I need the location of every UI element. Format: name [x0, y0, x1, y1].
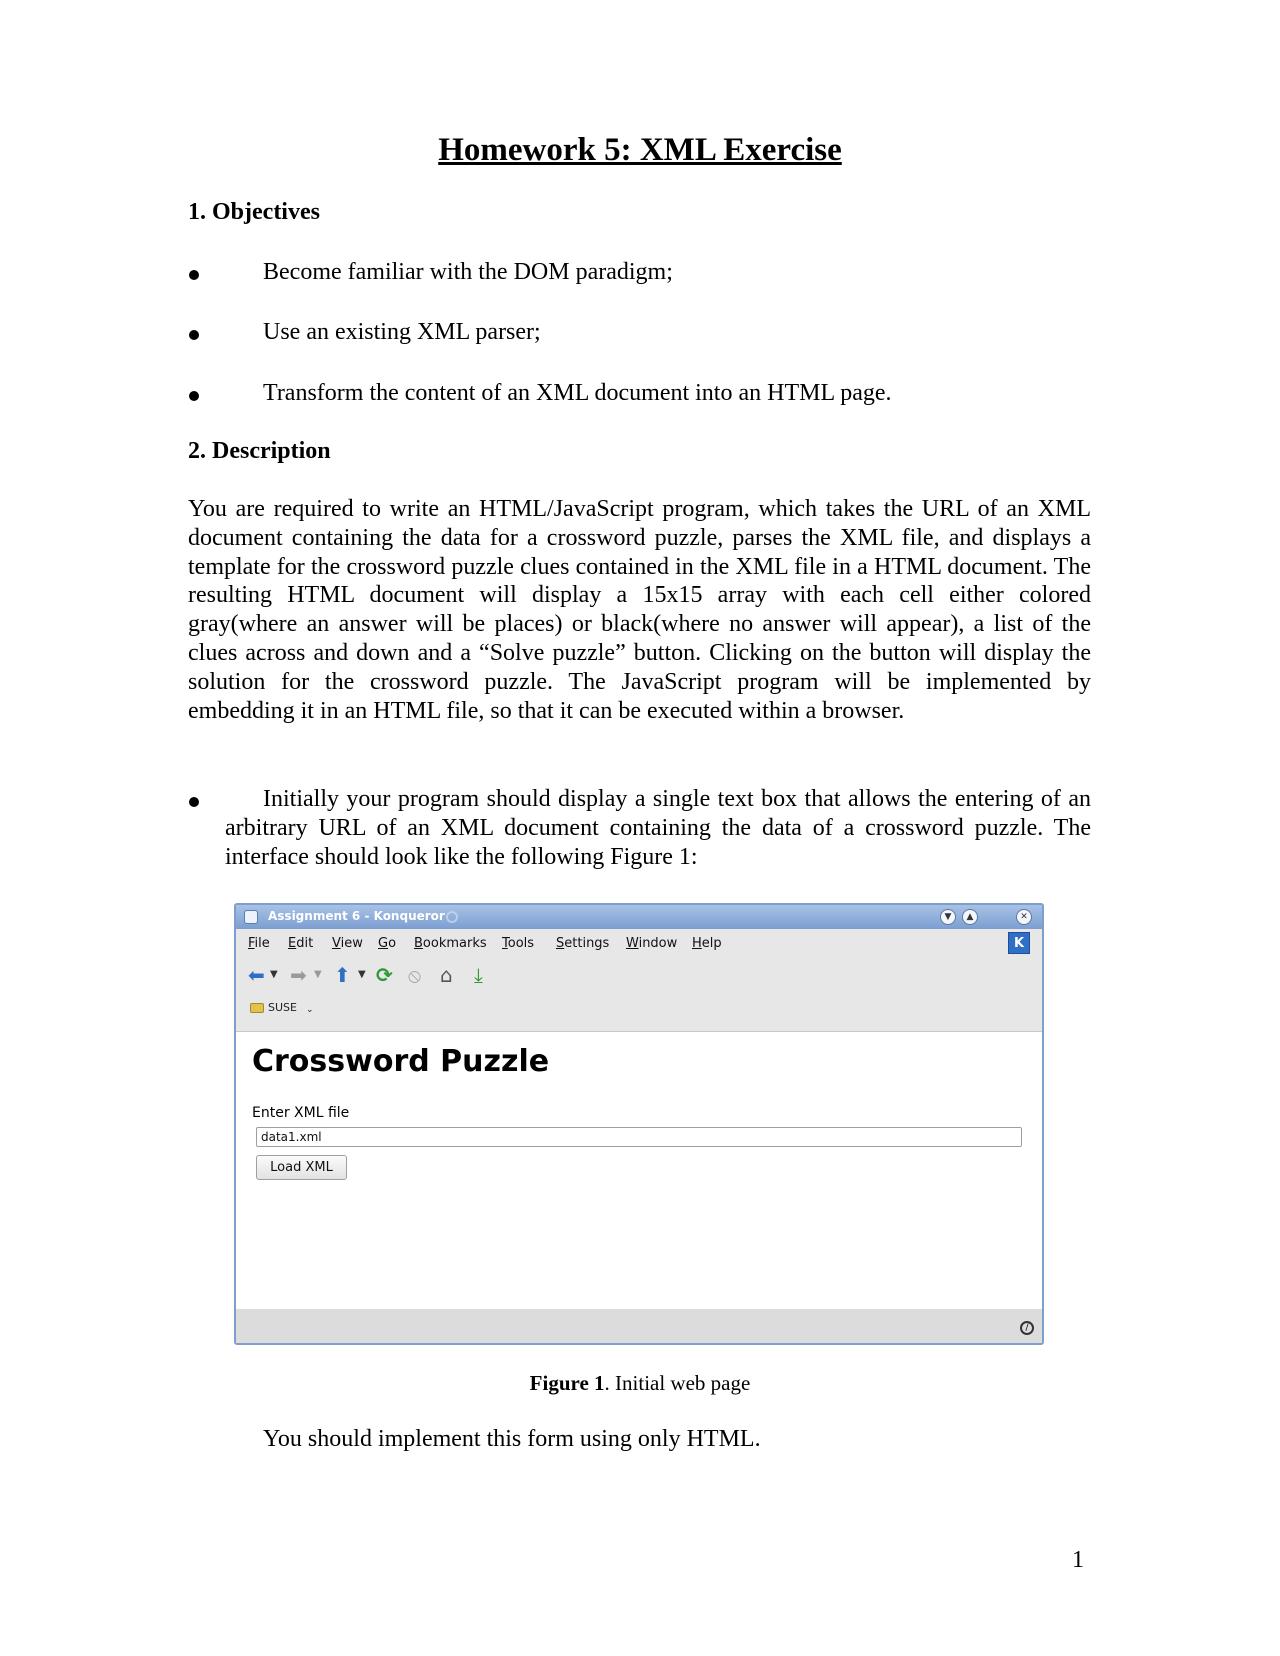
konqueror-icon	[244, 910, 258, 924]
menu-view[interactable]: View	[332, 936, 363, 951]
kde-logo-icon: K	[1008, 932, 1030, 954]
figure-caption-label: Figure 1	[529, 1371, 605, 1395]
description-bullet: Initially your program should display a single text box that allows the entering of an arbitrary URL of an XML document containing the data of a crossword puzzle. The interface should look like the following Figure 1:	[225, 786, 1091, 870]
description-paragraph: You are required to write an HTML/JavaScript program, which takes the URL of an XML document containing the data for a crossword puzzle, parses the XML file, and displays a template for the crossword puzzle clues contained in the XML file in a HTML document. The resulting HTML document will display a 15x15 array with each cell either colored gray(where an answer will be places) or black(where no answer will appear), a list of the clues across and down and a “Solve puzzle” button. Clicking on the button will display the solution for the crossword puzzle. The JavaScript program will be implemented by embedding it in an HTML file, so that it can be executed within a browser.	[188, 496, 1091, 724]
forward-icon[interactable]: ➡	[290, 963, 307, 987]
closing-line: You should implement this form using only HTML.	[263, 1426, 761, 1452]
objectives-heading: 1. Objectives	[188, 199, 320, 225]
menu-go[interactable]: Go	[378, 936, 397, 951]
bullet-icon	[189, 270, 199, 280]
xml-url-input[interactable]	[256, 1127, 1022, 1147]
menu-edit[interactable]: Edit	[288, 936, 314, 951]
menubar	[236, 929, 1042, 957]
menu-file[interactable]: File	[248, 936, 270, 951]
stop-icon[interactable]: ⦸	[408, 963, 422, 987]
objective-item: Become familiar with the DOM paradigm;	[263, 259, 673, 285]
reload-icon[interactable]: ⟳	[376, 963, 393, 987]
figure-caption	[0, 1371, 1280, 1396]
close-icon[interactable]: ✕	[1016, 909, 1032, 925]
bullet-icon	[189, 330, 199, 340]
bookmark-suse[interactable]: SUSE	[268, 1001, 297, 1014]
page-number: 1	[1072, 1547, 1084, 1573]
home-icon[interactable]: ⌂	[440, 963, 453, 987]
description-heading: 2. Description	[188, 438, 331, 464]
bullet-icon	[189, 797, 199, 807]
load-xml-button[interactable]: Load XML	[256, 1155, 347, 1180]
minimize-icon[interactable]: ▼	[940, 909, 956, 925]
crossword-heading: Crossword Puzzle	[252, 1044, 550, 1079]
back-icon[interactable]: ⬅	[248, 963, 265, 987]
chevron-down-icon[interactable]: ▼	[358, 969, 366, 980]
figure-caption-text: . Initial web page	[604, 1371, 751, 1395]
chevron-down-icon[interactable]: ▼	[314, 969, 322, 980]
toolbar	[236, 957, 1042, 993]
figure-browser-window	[234, 903, 1044, 1345]
maximize-icon[interactable]: ▲	[962, 909, 978, 925]
window-titlebar	[236, 905, 1042, 929]
download-icon[interactable]: ⤓	[474, 963, 483, 987]
menu-window[interactable]: Window	[626, 936, 678, 951]
activity-icon	[446, 911, 458, 923]
bookmark-toolbar	[236, 993, 1042, 1021]
window-title: Assignment 6 - Konqueror	[268, 909, 445, 923]
security-status-icon: /	[1020, 1321, 1034, 1335]
up-icon[interactable]: ⬆	[334, 963, 351, 987]
bullet-icon	[189, 391, 199, 401]
chevron-down-icon[interactable]: ⌄	[306, 1005, 314, 1015]
menu-settings[interactable]: Settings	[556, 936, 610, 951]
xml-input-label: Enter XML file	[252, 1105, 350, 1121]
objective-item: Use an existing XML parser;	[263, 319, 541, 345]
menu-bookmarks[interactable]: Bookmarks	[414, 936, 487, 951]
objective-item: Transform the content of an XML document into an HTML page.	[263, 380, 892, 406]
browser-content	[236, 1031, 1042, 1309]
statusbar	[236, 1309, 1042, 1343]
bookmark-folder-icon	[250, 1003, 264, 1013]
page-title: Homework 5: XML Exercise	[438, 132, 842, 168]
menu-tools[interactable]: Tools	[502, 936, 535, 951]
menu-help[interactable]: Help	[692, 936, 722, 951]
chevron-down-icon[interactable]: ▼	[270, 969, 278, 980]
